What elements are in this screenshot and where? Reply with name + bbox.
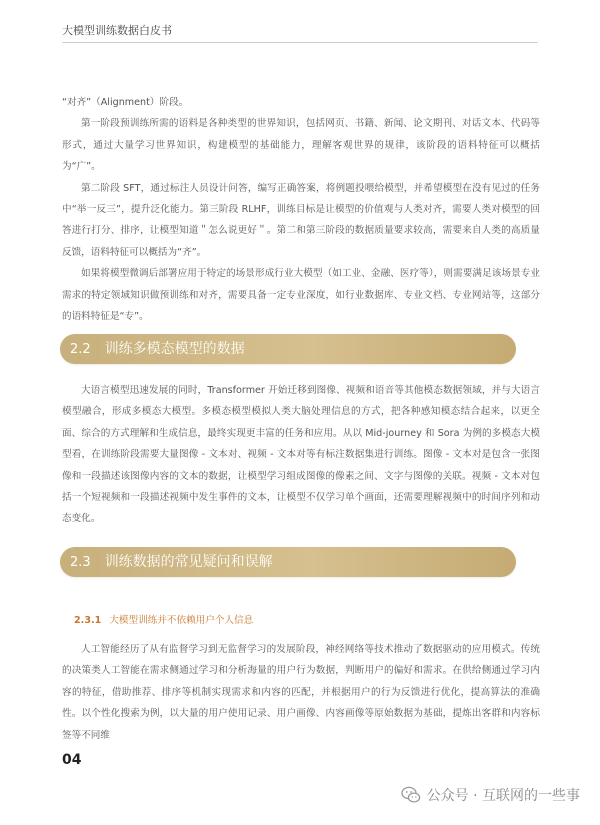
watermark [401,785,580,805]
intro-block [62,92,540,327]
subsection-title: 大模型训练并不依赖用户个人信息 [109,615,254,626]
section-2-3-body [62,639,540,746]
page-header [62,22,538,43]
section-number: 2.2 [70,342,91,357]
subsection-number: 2.3.1 [74,615,102,626]
section-title: 训练数据的常见疑问和误解 [104,554,273,570]
section-heading-2-2 [60,334,516,364]
page-number: 04 [62,752,82,768]
watermark-text: 公众号 · 互联网的一些事 [426,788,580,804]
subsection-heading-2-3-1 [74,612,253,626]
wechat-icon [401,786,421,804]
section-heading-2-3 [60,547,516,577]
paragraph: 第二阶段 SFT，通过标注人员设计问答，编写正确答案，将例题投喂给模型，并希望模型在没有见过的任务中“举一反三”，提升泛化能力。第三阶段 RLHF，训练目标是让模型的价值观与人类对齐，需要人类对模型的回答进行打分、排序，让模型知道＂怎么说更好＂。第二和第三阶段的数据质量要求较高，需要来自人类的高质量反馈，语料特征可以概括为“齐”。 [62,182,540,258]
paragraph: 大语言模型迅速发展的同时，Transformer 开始迁移到图像、视频和语音等其他模态数据领域，并与大语言模型融合，形成多模态大模型。多模态模型模拟人类大脑处理信息的方式，把各种感知模态结合起来，以更全面、综合的方式理解和生成信息，最终实现更丰富的任务和应用。从以 Mid-journey 和 Sora 为例的多模态大模型看，在训练阶段需要大量图像 - 文本对、视频 - 文本对等有标注数据集进行训练。图像 - 文本对是包含一张图像和一段描述该图像内容的文本的数据，让模型学习组成图像的像素之间、文字与图像的关联。视频 - 文本对包括一个短视频和一段描述视频中发生事件的文本，让模型不仅学习单个画面，还需要理解视频中的时间序列和动态变化。 [62,385,540,525]
section-title: 训练多模态模型的数据 [104,341,245,357]
paragraph: 如果将模型微调后部署应用于特定的场景形成行业大模型（如工业、金融、医疗等），则需要满足该场景专业需求的特定领域知识做预训练和对齐，需要具备一定专业深度，如行业数据库、专业文档、专业网站等，这部分的语料特征是“专”。 [62,268,540,323]
section-2-2-body [62,380,540,530]
paragraph: “对齐”（Alignment）阶段。 [62,97,189,108]
header-title: 大模型训练数据白皮书 [62,24,172,37]
paragraph: 第一阶段预训练所需的语料是各种类型的世界知识，包括网页、书籍、新闻、论文期刊、对话文本、代码等形式，通过大量学习世界知识，构建模型的基础能力，理解客观世界的规律，该阶段的语料特征可以概括为“广”。 [62,118,540,173]
section-number: 2.3 [70,555,91,570]
paragraph: 人工智能经历了从有监督学习到无监督学习的发展阶段，神经网络等技术推动了数据驱动的应用模式。传统的决策类人工智能在需求侧通过学习和分析海量的用户行为数据，判断用户的偏好和需求。在供给侧通过学习内容的特征，借助推荐、排序等机制实现需求和内容的匹配，并根据用户的行为反馈进行优化，提高算法的准确性。以个性化搜索为例，以大量的用户使用记录、用户画像、内容画像等原始数据为基础，提炼出客群和内容标签等不同维 [62,644,540,741]
